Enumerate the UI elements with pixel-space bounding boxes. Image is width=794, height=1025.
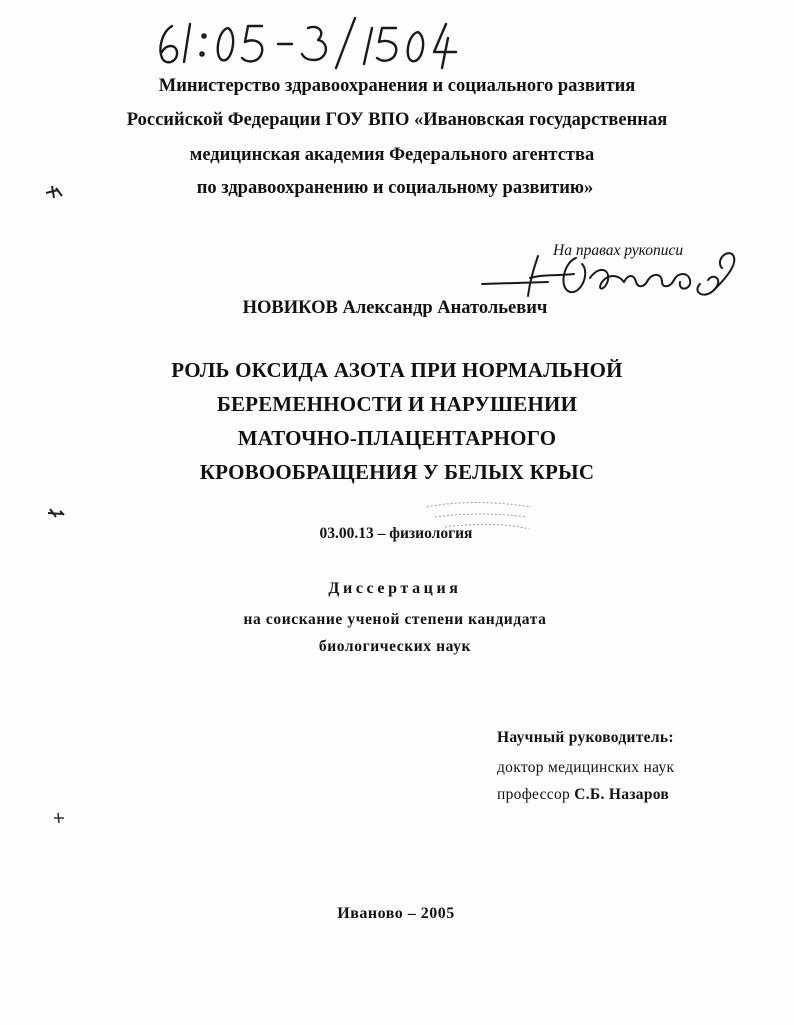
author-name bbox=[0, 298, 792, 319]
dissertation-line-2: биологических наук bbox=[318, 638, 472, 655]
ministry-line-1: Министерство здравоохранения и социального развития bbox=[158, 76, 636, 96]
manuscript-note: На правах рукописи bbox=[553, 242, 684, 259]
scan-artifact-mark bbox=[44, 184, 66, 200]
supervisor-title-line bbox=[497, 786, 669, 804]
ministry-line-3: медицинская академия Федерального агентства bbox=[189, 145, 595, 165]
supervisor-title: профессор bbox=[497, 786, 571, 803]
title-line-2: БЕРЕМЕННОСТИ И НАРУШЕНИИ bbox=[216, 392, 578, 416]
supervisor-degree: доктор медицинских наук bbox=[497, 759, 675, 776]
scan-artifact-mark bbox=[46, 505, 68, 521]
ministry-line-4: по здравоохранению и социальному развитию» bbox=[196, 178, 594, 198]
title-line-3: МАТОЧНО-ПЛАЦЕНТАРНОГО bbox=[237, 426, 557, 450]
dissertation-type: Диссертация bbox=[328, 580, 462, 597]
title-line-1: РОЛЬ ОКСИДА АЗОТА ПРИ НОРМАЛЬНОЙ bbox=[171, 358, 623, 382]
city-year: Иваново – 2005 bbox=[337, 905, 455, 922]
scan-artifact-mark bbox=[50, 810, 72, 826]
supervisor-name: С.Б. Назаров bbox=[574, 786, 670, 803]
dissertation-line-1: на соискание ученой степени кандидата bbox=[243, 611, 547, 628]
author-surname: НОВИКОВ bbox=[242, 298, 338, 318]
supervisor-heading: Научный руководитель: bbox=[497, 729, 674, 746]
specialty-code: 03.00.13 – физиология bbox=[319, 525, 473, 542]
author-signature bbox=[478, 248, 748, 303]
ministry-line-2: Российской Федерации ГОУ ВПО «Ивановская государственная bbox=[126, 110, 668, 130]
title-line-4: КРОВООБРАЩЕНИЯ У БЕЛЫХ КРЫС bbox=[199, 460, 595, 484]
author-given-names: Александр Анатольевич bbox=[342, 298, 548, 318]
handwritten-archive-code bbox=[150, 12, 460, 72]
